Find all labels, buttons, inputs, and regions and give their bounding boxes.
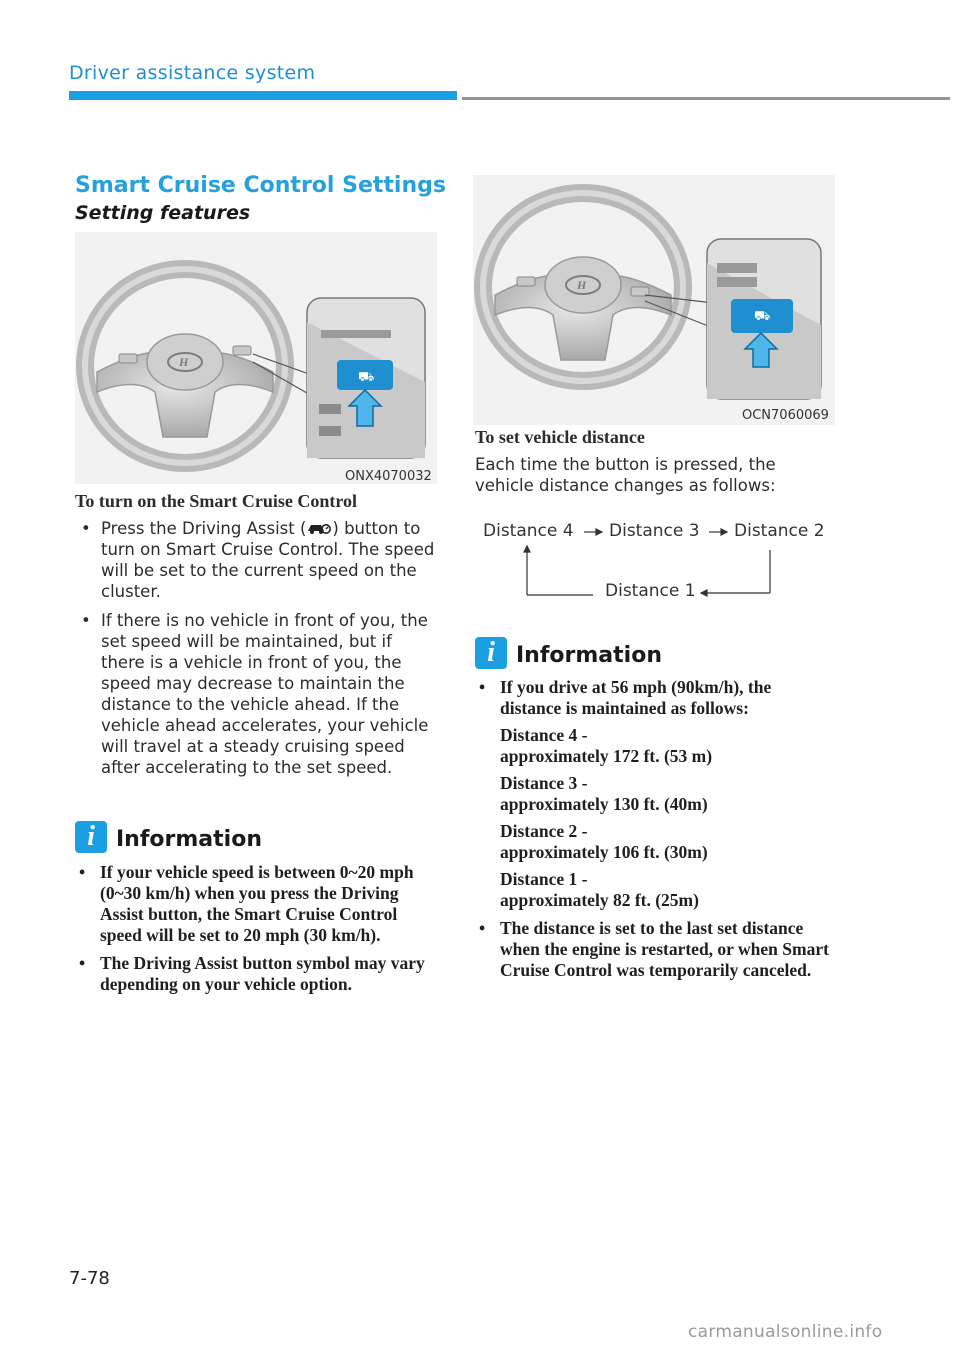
bullet-dot: • — [81, 611, 91, 630]
watermark: carmanualsonline.info — [688, 1322, 883, 1342]
driving-assist-icon — [306, 520, 332, 536]
distance-row — [500, 821, 835, 863]
info-text: The Driving Assist button symbol may vary depending on your vehicle option. — [100, 953, 425, 994]
distance-value: approximately 106 ft. (30m) — [500, 842, 708, 862]
vehicle-distance-intro: Each time the button is pressed, the vehicle distance changes as follows: — [475, 455, 776, 495]
distance-label: Distance 3 - — [500, 773, 588, 793]
section-title: Smart Cruise Control Settings — [75, 173, 446, 198]
distance-4-label: Distance 4 — [483, 521, 574, 541]
distance-label: Distance 1 - — [500, 869, 588, 889]
distance-values — [500, 725, 835, 911]
list-item — [75, 518, 437, 602]
info-text: The distance is set to the last set distance when the engine is restarted, or when Smart Cruise Control was temporarily canceled. — [500, 918, 829, 980]
steering-wheel-illustration — [75, 232, 437, 484]
distance-3-label: Distance 3 — [609, 521, 700, 541]
info-list-left — [75, 862, 437, 1002]
distance-label: Distance 4 - — [500, 725, 588, 745]
info-title-right: Information — [516, 643, 662, 668]
svg-text:⛟: ⛟ — [358, 370, 375, 385]
steering-wheel-figure-left — [75, 232, 437, 484]
bullet-text-rest: to turn on Smart Cruise Control. The speed will be set to the current speed on the cluster. — [101, 519, 435, 601]
bullet-dot: • — [79, 862, 86, 882]
figure-code-left: ONX4070032 — [345, 469, 432, 484]
header-rule-gray — [462, 97, 950, 100]
info-text: If you drive at 56 mph (90km/h), the distance is maintained as follows: — [500, 677, 772, 718]
distance-value: approximately 130 ft. (40m) — [500, 794, 708, 814]
list-item — [475, 677, 835, 911]
bullet-dot: • — [81, 519, 91, 538]
bullet-text-prefix: Press the Driving Assist ( — [101, 519, 307, 538]
info-list-right — [475, 677, 835, 988]
info-title: Information — [116, 827, 262, 852]
bullet-dot: • — [79, 953, 86, 973]
turn-on-bullets — [75, 518, 437, 786]
running-header: Driver assistance system — [69, 62, 316, 84]
steering-wheel-illustration-2 — [473, 175, 835, 425]
bullet-text-suffix: ) button — [332, 519, 399, 538]
page-number: 7-78 — [69, 1268, 110, 1289]
info-icon: i — [75, 821, 107, 853]
steering-wheel-figure-right — [473, 175, 835, 425]
distance-1-label: Distance 1 — [605, 581, 696, 601]
distance-cycle-diagram — [475, 515, 835, 610]
distance-row — [500, 725, 835, 767]
distance-value: approximately 172 ft. (53 m) — [500, 746, 713, 766]
list-item — [75, 862, 437, 946]
distance-label: Distance 2 - — [500, 821, 588, 841]
list-item — [475, 918, 835, 981]
turn-on-heading: To turn on the Smart Cruise Control — [75, 491, 358, 511]
info-text: If your vehicle speed is between 0~20 mph (0~30 km/h) when you press the Driving Assist button, the Smart Cruise Control speed will be set to 20 mph (30 km/h). — [100, 862, 414, 945]
bullet-text: If there is no vehicle in front of you, the set speed will be maintained, but if there is a vehicle in front of you, the speed may decrease to maintain the distance to the vehicle ahead. If the vehicle ahead accelerates, your vehicle will travel at a steady cruising speed after accelerating to the set speed. — [101, 611, 429, 777]
list-item — [75, 953, 437, 995]
svg-text:⛟: ⛟ — [754, 309, 771, 324]
list-item — [75, 610, 437, 778]
distance-value: approximately 82 ft. (25m) — [500, 890, 699, 910]
distance-row — [500, 773, 835, 815]
figure-code-right: OCN7060069 — [742, 408, 829, 423]
distance-row — [500, 869, 835, 911]
distance-2-label: Distance 2 — [734, 521, 825, 541]
bullet-dot: • — [479, 677, 486, 697]
subsection-title: Setting features — [75, 202, 251, 224]
svg-text:H: H — [577, 278, 587, 292]
vehicle-distance-heading: To set vehicle distance — [475, 427, 645, 447]
bullet-dot: • — [479, 918, 486, 938]
svg-text:H: H — [179, 355, 189, 369]
header-rule-accent — [69, 91, 457, 100]
info-icon-right: i — [475, 637, 507, 669]
